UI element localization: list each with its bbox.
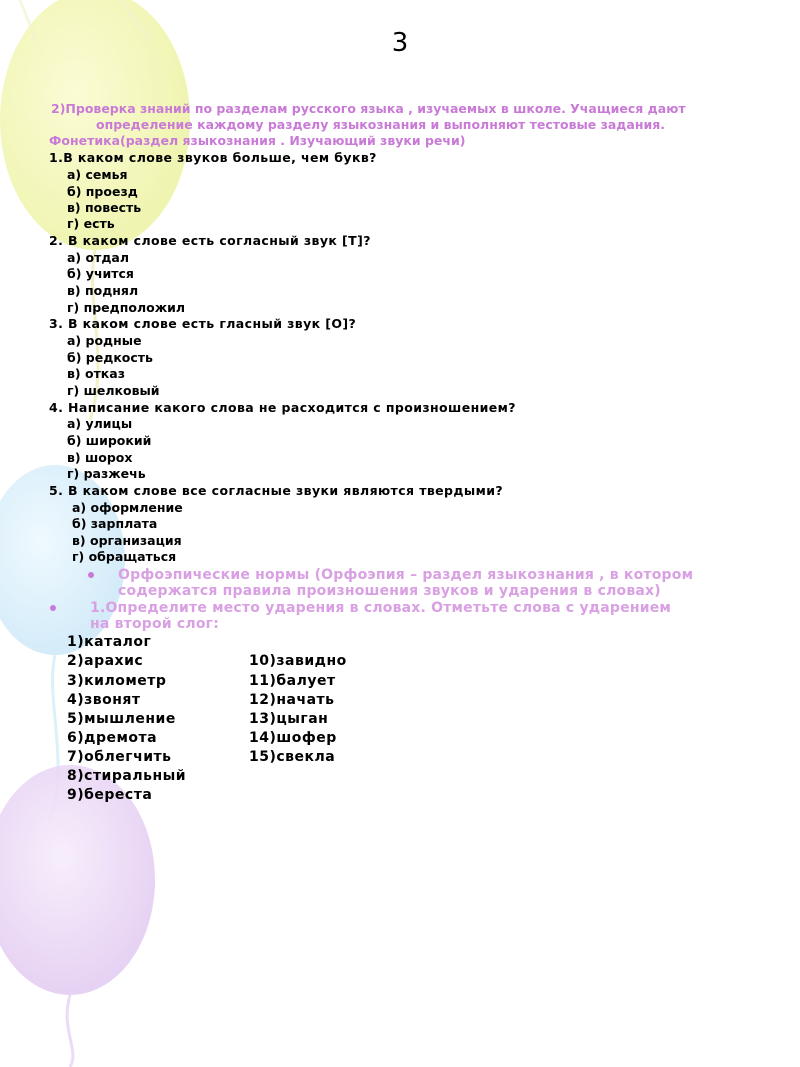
question-3: 3. В каком слове есть гласный звук [О]? bbox=[49, 316, 357, 331]
q2-option-d: г) предположил bbox=[67, 300, 186, 315]
word-item: 7)облегчить bbox=[67, 749, 172, 765]
task-line-2: на второй слог: bbox=[90, 616, 219, 632]
q5-option-c: в) организация bbox=[72, 533, 182, 548]
word-item: 3)километр bbox=[67, 673, 167, 689]
bullet-dot bbox=[88, 572, 94, 578]
word-item: 5)мышление bbox=[67, 711, 176, 727]
word-item: 9)береста bbox=[67, 787, 153, 803]
word-item: 10)завидно bbox=[249, 653, 347, 669]
bullet-dot bbox=[50, 605, 56, 611]
question-5: 5. В каком слове все согласные звуки являются твердыми? bbox=[49, 483, 504, 498]
word-item: 8)стиральный bbox=[67, 768, 187, 784]
word-item: 6)дремота bbox=[67, 730, 158, 746]
question-4: 4. Написание какого слова не расходится с произношением? bbox=[49, 400, 516, 415]
word-item: 1)каталог bbox=[67, 634, 152, 650]
word-item: 12)начать bbox=[249, 692, 335, 708]
q5-option-b: б) зарплата bbox=[72, 516, 158, 531]
q5-option-a: а) оформление bbox=[72, 500, 183, 515]
q3-option-b: б) редкость bbox=[67, 350, 153, 365]
word-item: 15)свекла bbox=[249, 749, 336, 765]
word-item: 13)цыган bbox=[249, 711, 329, 727]
q2-option-c: в) поднял bbox=[67, 283, 139, 298]
question-2: 2. В каком слове есть согласный звук [Т]? bbox=[49, 233, 371, 248]
question-1: 1.В каком слове звуков больше, чем букв? bbox=[49, 150, 377, 165]
q1-option-b: б) проезд bbox=[67, 184, 138, 199]
q5-option-d: г) обращаться bbox=[72, 549, 177, 564]
task-line-1: 1.Определите место ударения в словах. Отметьте слова с ударением bbox=[90, 600, 672, 616]
orthoepy-line-2: содержатся правила произношения звуков и ударения в словах) bbox=[118, 583, 661, 599]
q1-option-d: г) есть bbox=[67, 216, 115, 231]
q4-option-c: в) шорох bbox=[67, 450, 133, 465]
word-item: 4)звонят bbox=[67, 692, 141, 708]
q3-option-c: в) отказ bbox=[67, 366, 125, 381]
q1-option-c: в) повесть bbox=[67, 200, 142, 215]
q3-option-d: г) шелковый bbox=[67, 383, 160, 398]
intro-line-1: 2)Проверка знаний по разделам русского языка , изучаемых в школе. Учащиеся дают bbox=[51, 101, 686, 116]
q4-option-b: б) широкий bbox=[67, 433, 152, 448]
intro-line-3: Фонетика(раздел языкознания . Изучающий звуки речи) bbox=[49, 133, 466, 148]
q3-option-a: а) родные bbox=[67, 333, 142, 348]
q2-option-b: б) учится bbox=[67, 266, 134, 281]
q1-option-a: а) семья bbox=[67, 167, 128, 182]
word-item: 2)арахис bbox=[67, 653, 144, 669]
q2-option-a: а) отдал bbox=[67, 250, 130, 265]
word-item: 11)балует bbox=[249, 673, 336, 689]
page-number: 3 bbox=[391, 28, 409, 58]
word-item: 14)шофер bbox=[249, 730, 337, 746]
q4-option-a: а) улицы bbox=[67, 416, 133, 431]
q4-option-d: г) разжечь bbox=[67, 466, 146, 481]
intro-line-2: определение каждому разделу языкознания и выполняют тестовые задания. bbox=[96, 117, 666, 132]
orthoepy-line-1: Орфоэпические нормы (Орфоэпия – раздел языкознания , в котором bbox=[118, 567, 694, 583]
